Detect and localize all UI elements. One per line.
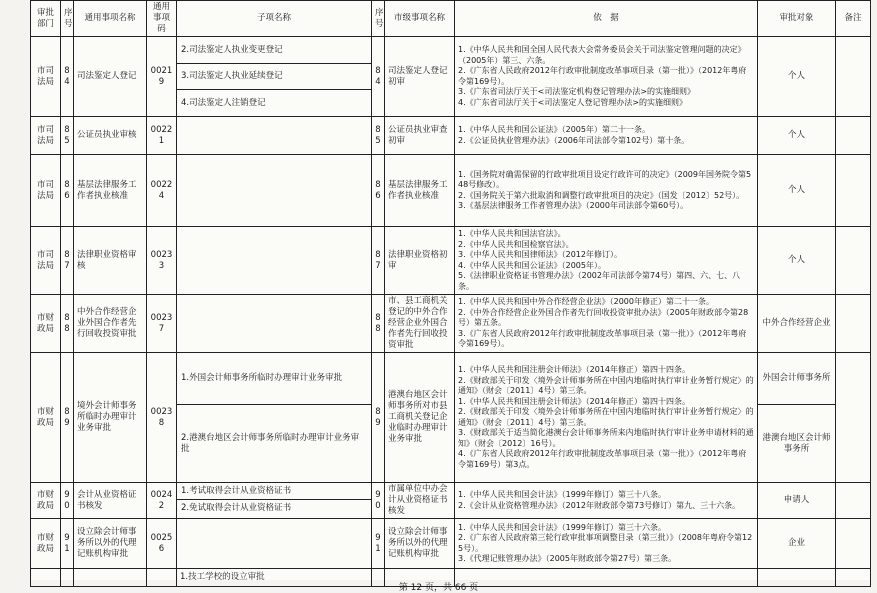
header-general-code: 通用事项码: [147, 1, 177, 37]
sub-item: 1.技工学校的设立审批: [177, 569, 372, 587]
target-cell: 个人: [758, 155, 836, 227]
target-cell: [758, 353, 836, 483]
sub-item: 3.司法鉴定人执业延续登记: [177, 64, 371, 90]
target-sub: 外国会计师事务所: [758, 353, 835, 405]
sub-items-cell: [177, 155, 372, 227]
basis-line: 3.《广东省人民政府2012年行政审批制度改革事项目录（第一批）》（2012年粤府令第169号）。: [458, 328, 747, 349]
dept-cell: 市司法局: [31, 117, 61, 155]
general-name-cell: 公证员执业审核: [74, 117, 147, 155]
basis-cell: [455, 227, 758, 295]
basis-line: 2.《广东省人民政府2012年行政审批制度改革事项目录（第一批）》（2012年粤府令第169号）。: [458, 66, 747, 86]
basis-line: 1.《中华人民共和国会计法》（1999年修订）第三十八条。: [458, 490, 666, 499]
city-name-cell: 市属单位中办会计从业资格证书核发: [385, 483, 455, 519]
basis-line: 1.《国务院对确需保留的行政审批项目设定行政许可的决定》（2009年国务院令第548号修改）。: [458, 169, 752, 189]
city-seq-cell: 90: [372, 483, 385, 519]
basis-line: 2.《广东省人民政府第三轮行政审批事项调整目录（第三批）》（2008年粤府令第125号）。: [458, 533, 753, 553]
sub-item: 4.司法鉴定人注销登记: [181, 97, 266, 108]
basis-line: 2.《财政部关于印发〈境外会计师事务所在中国内地临时执行审计业务暂行规定〉的通知》（财会〔2011〕4号）第三条。: [458, 407, 754, 427]
general-name-cell: 境外会计师事务所临时办理审计业务审批: [74, 353, 147, 483]
dept-cell: 市财政局: [31, 519, 61, 569]
basis-cell: [455, 37, 758, 117]
basis-line: 1.《中华人民共和国注册会计师法》（2014年修正）第四十四条。: [458, 396, 690, 406]
seq-cell: 91: [61, 519, 74, 569]
city-name-cell: 公证员执业审查初审: [385, 117, 455, 155]
dept-cell: 市财政局: [31, 353, 61, 483]
basis-line: 2.《财政部关于印发〈境外会计师事务所在中国内地临时执行审计业务暂行规定〉的通知》（财会〔2011〕4号）第三条。: [458, 375, 754, 395]
page-number: 第 12 页，共 66 页: [398, 583, 479, 593]
table-row: [31, 155, 871, 227]
target-cell: 中外合作经营企业: [758, 295, 836, 353]
city-seq-cell: 85: [372, 117, 385, 155]
remark-cell: [836, 295, 871, 353]
city-seq-cell: 88: [372, 295, 385, 353]
city-seq-cell: 86: [372, 155, 385, 227]
table-row: [31, 295, 871, 353]
basis-line: 3.《财政部关于适当简化港澳台会计师事务所来内地临时执行审计业务申请材料的通知》（财会〔2012〕16号）。: [458, 428, 754, 448]
general-name-cell: 会计从业资格证书核发: [74, 483, 147, 519]
city-seq-cell: 89: [372, 353, 385, 483]
basis-line: 1.《中华人民共和国会计法》（1999年修订）第三十六条。: [458, 522, 666, 532]
basis-line: 1.《中华人民共和国中外合作经营企业法》（2000年修正）第二十一条。: [458, 297, 714, 307]
seq-cell: 90: [61, 483, 74, 519]
city-name-cell: 港澳台地区会计师事务所对市县工商机关登记企业临时办理审计业务审批: [385, 353, 455, 483]
basis-line: 2.《会计从业资格管理办法》（2012年财政部令第73号修订）第九、三十六条。: [458, 500, 741, 510]
city-name-cell: 基层法律服务工作者执业核准: [385, 155, 455, 227]
dept-cell: 市司法局: [31, 227, 61, 295]
header-remark: 备注: [836, 1, 871, 37]
basis-cell: [455, 353, 758, 483]
city-seq-cell: 87: [372, 227, 385, 295]
sub-items-cell: [177, 483, 372, 519]
sub-items-cell: [177, 37, 372, 117]
sub-items-cell: [177, 117, 372, 155]
sub-items-cell: [177, 227, 372, 295]
basis-line: 4.《广东省人民政府2012年行政审批制度改革事项目录（第一批）》（2012年粤府令第169号）第3点。: [458, 449, 747, 469]
seq-cell: 89: [61, 353, 74, 483]
header-dept: 审批部门: [31, 1, 61, 37]
remark-cell: [836, 155, 871, 227]
sub-item: 1.考试取得会计从业资格证书: [177, 483, 371, 500]
remark-cell: [836, 519, 871, 569]
remark-cell: [836, 353, 871, 483]
remark-cell: [836, 117, 871, 155]
table-row: [31, 227, 871, 295]
header-city-name: 市级事项名称: [385, 1, 455, 37]
basis-cell: [455, 519, 758, 569]
sub-items-cell: [177, 519, 372, 569]
basis-line: 2.《国务院关于第六批取消和调整行政审批项目的决定》（国发〔2012〕52号）。: [458, 190, 745, 200]
table-row: [31, 353, 871, 483]
general-code-cell: 00219: [147, 37, 177, 117]
remark-cell: [836, 483, 871, 519]
basis-cell: [455, 295, 758, 353]
basis-line: 3.《中华人民共和国律师法》（2012年修订）。: [458, 250, 622, 259]
seq-cell: 88: [61, 295, 74, 353]
basis-cell: [455, 155, 758, 227]
seq-cell: 86: [61, 155, 74, 227]
general-name-cell: 司法鉴定人登记: [74, 37, 147, 117]
table-row: [31, 519, 871, 569]
target-sub: 港澳台地区会计师事务所: [762, 432, 831, 454]
general-name-cell: 法律职业资格审核: [74, 227, 147, 295]
target-cell: 个人: [758, 37, 836, 117]
table-header-row: [31, 1, 871, 37]
sub-items-cell: [177, 353, 372, 483]
general-code-cell: 00256: [147, 519, 177, 569]
city-name-cell: 法律职业资格初审: [385, 227, 455, 295]
city-name-cell: 司法鉴定人登记初审: [385, 37, 455, 117]
target-cell: 个人: [758, 117, 836, 155]
seq-cell: 84: [61, 37, 74, 117]
city-seq-cell: 84: [372, 37, 385, 117]
general-code-cell: 00237: [147, 295, 177, 353]
dept-cell: 市司法局: [31, 155, 61, 227]
sub-items-cell: [177, 295, 372, 353]
basis-line: 1.《中华人民共和国公证法》（2005年）第二十一条。: [458, 125, 650, 134]
general-code-cell: 00238: [147, 353, 177, 483]
general-code-cell: 00242: [147, 483, 177, 519]
header-basis: 依 据: [455, 1, 758, 37]
dept-cell: 市财政局: [31, 295, 61, 353]
header-target: 审批对象: [758, 1, 836, 37]
target-cell: 个人: [758, 227, 836, 295]
header-sub-name: 子项名称: [177, 1, 372, 37]
seq-cell: 85: [61, 117, 74, 155]
general-name-cell: 中外合作经营企业外国合作者先行回收投资审批: [74, 295, 147, 353]
general-code-cell: 00224: [147, 155, 177, 227]
document-page: [30, 0, 870, 580]
general-code-cell: 00233: [147, 227, 177, 295]
basis-line: 3.《广东省司法厅关于<司法鉴定机构登记管理办法>的实施细则》: [458, 87, 696, 96]
sub-item: 2.司法鉴定人执业变更登记: [177, 37, 371, 64]
target-cell: 企业: [758, 519, 836, 569]
city-seq-cell: 91: [372, 519, 385, 569]
header-city-seq: 序号: [372, 1, 385, 37]
basis-line: 4.《广东省司法厅关于<司法鉴定人登记管理办法>的实施细则》: [458, 97, 688, 107]
basis-line: 1.《中华人民共和国法官法》。: [458, 229, 566, 238]
city-name-cell: 市、县工商机关登记的中外合作经营企业外国合作者先行回收投资审批: [385, 295, 455, 353]
dept-cell: 市司法局: [31, 37, 61, 117]
table-row: [31, 483, 871, 519]
sub-item: 2.港澳台地区会计师事务所临时办理审计业务审批: [181, 432, 360, 454]
table-row: [31, 117, 871, 155]
basis-line: 2.《中华人民共和国检察官法》。: [458, 239, 574, 249]
basis-line: 2.《公证员执业管理办法》（2006年司法部令第102号）第十条。: [458, 135, 690, 145]
basis-line: 1.《中华人民共和国注册会计师法》（2014年修正）第四十四条。: [458, 365, 690, 374]
basis-cell: [455, 483, 758, 519]
basis-cell: [455, 117, 758, 155]
city-name-cell: 设立除会计师事务所以外的代理记账机构审批: [385, 519, 455, 569]
target-cell: 申请人: [758, 483, 836, 519]
basis-line: 1.《中华人民共和国全国人民代表大会常务委员会关于司法鉴定管理问题的决定》（2005年）第三、六条。: [458, 45, 746, 65]
general-name-cell: 基层法律服务工作者执业核准: [74, 155, 147, 227]
basis-line: 5.《法律职业资格证书管理办法》（2002年司法部令第74号）第四、六、七、八条。: [458, 271, 741, 291]
sub-item: 1.外国会计师事务所临时办理审计业务审批: [177, 353, 371, 405]
dept-cell: 市财政局: [31, 483, 61, 519]
header-seq: 序号: [61, 1, 74, 37]
basis-line: 2.《中外合作经营企业外国合作者先行回收投资审批办法》（2005年财政部令第28号）第五条。: [458, 307, 749, 328]
approval-items-table: [30, 0, 871, 587]
remark-cell: [836, 37, 871, 117]
header-general-name: 通用事项名称: [74, 1, 147, 37]
basis-line: 4.《中华人民共和国公证法》（2005年）。: [458, 260, 606, 270]
sub-item: 2.免试取得会计从业资格证书: [181, 502, 292, 513]
remark-cell: [836, 227, 871, 295]
general-code-cell: 00221: [147, 117, 177, 155]
general-name-cell: 设立除会计师事务所以外的代理记账机构审批: [74, 519, 147, 569]
table-row: [31, 37, 871, 117]
basis-line: 3.《基层法律服务工作者管理办法》（2000年司法部令第60号）。: [458, 201, 689, 210]
seq-cell: 87: [61, 227, 74, 295]
basis-line: 3.《代理记账管理办法》（2005年财政部令第27号）第三条。: [458, 554, 677, 563]
